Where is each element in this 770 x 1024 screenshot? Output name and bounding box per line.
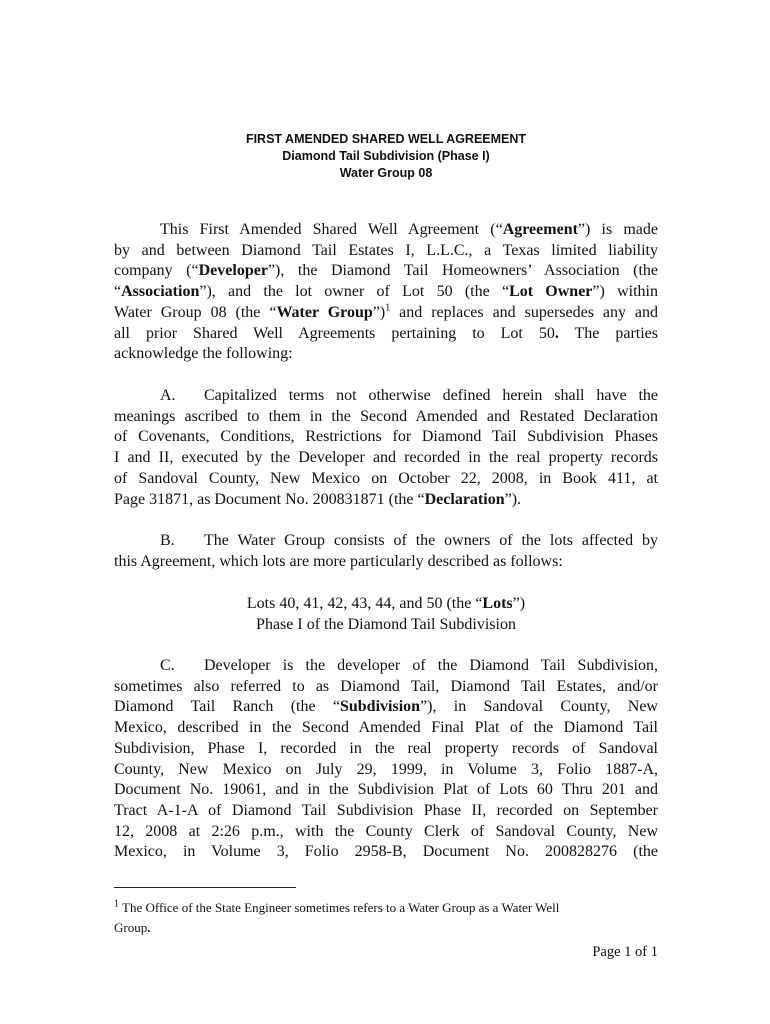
term-association: Association — [121, 283, 200, 301]
page-number: Page 1 of 1 — [592, 944, 658, 960]
term-lot-owner: Lot Owner — [509, 283, 593, 301]
document-title — [114, 131, 658, 182]
term-subdivision: Subdivision — [339, 698, 421, 716]
footnote-divider — [114, 887, 296, 888]
section-c: C. Developer is the developer of the Diamond Tail Subdivision, sometimes also referred to as Diamond Tail, Diamond Tail Estates, and/or Diamond Tail Ranch (the “Subdivision”), in Sandoval County, New Mexico, described in the Second Amended Final Plat of the Diamond Tail Subdivision, Phase I, recorded in the real property records of Sandoval County, New Mexico on July 29, 1999, in Volume 3, Folio 1887-A, Document No. 19061, and in the Subdivision Plat of Lots 60 Thru 201 and Tract A-1-A of Diamond Tail Subdivision Phase II, recorded on September 12, 2008 at 2:26 p.m., with the County Clerk of Sandoval County, New Mexico, in Volume 3, Folio 2958-B, Document No. 200828276 (the — [114, 657, 658, 861]
title-line-3: Water Group 08 — [339, 166, 433, 180]
section-c-label: C. — [160, 657, 175, 674]
section-a-label: A. — [160, 387, 176, 404]
title-line-1: FIRST AMENDED SHARED WELL AGREEMENT — [245, 132, 527, 146]
term-agreement: Agreement — [502, 221, 578, 238]
footnote-ref[interactable]: 1 — [385, 302, 391, 314]
lots-description: Lots 40, 41, 42, 43, 44, and 50 (the “Lots”) Phase I of the Diamond Tail Subdivision — [246, 595, 526, 633]
section-b: B. The Water Group consists of the owners of the lots affected by this Agreement, which lots are more particularly described as follows: — [114, 532, 658, 570]
term-water-group: Water Group — [276, 303, 373, 321]
section-a: A. Capitalized terms not otherwise defined herein shall have the meanings ascribed to them in the Second Amended and Restated Declaration of Covenants, Conditions, Restrictions for Diamond Tail Subdivision Phases I and II, executed by the Developer and recorded in the real property records of Sandoval County, New Mexico on October 22, 2008, in Book 411, at Page 31871, as Document No. 200831871 (the “Declaration”). — [114, 387, 658, 508]
term-developer: Developer — [198, 262, 268, 280]
term-declaration: Declaration — [424, 490, 505, 508]
footnote: $^1$ The Office of the State Engineer sometimes refers to a Water Group as a Water Well Group. — [114, 898, 560, 935]
term-lots: Lots — [482, 595, 513, 612]
title-line-2: Diamond Tail Subdivision (Phase I) — [282, 149, 490, 163]
footnote-marker: 1 — [114, 898, 119, 910]
section-b-label: B. — [160, 532, 175, 549]
intro-paragraph: This First Amended Shared Well Agreement (“Agreement”) is made by and between Diamond Tail Estates I, L.L.C., a Texas limited liability company (“Developer”), the Diamond Tail Homeowners’ Association (the “Association”), and the lot owner of Lot 50 (the “Lot Owner”) within Water Group 08 (the “Water Group”)$^1$ and replaces and supersedes any and all prior Shared Well Agreements pertaining to Lot 50. The parties acknowledge the following: — [114, 221, 659, 363]
